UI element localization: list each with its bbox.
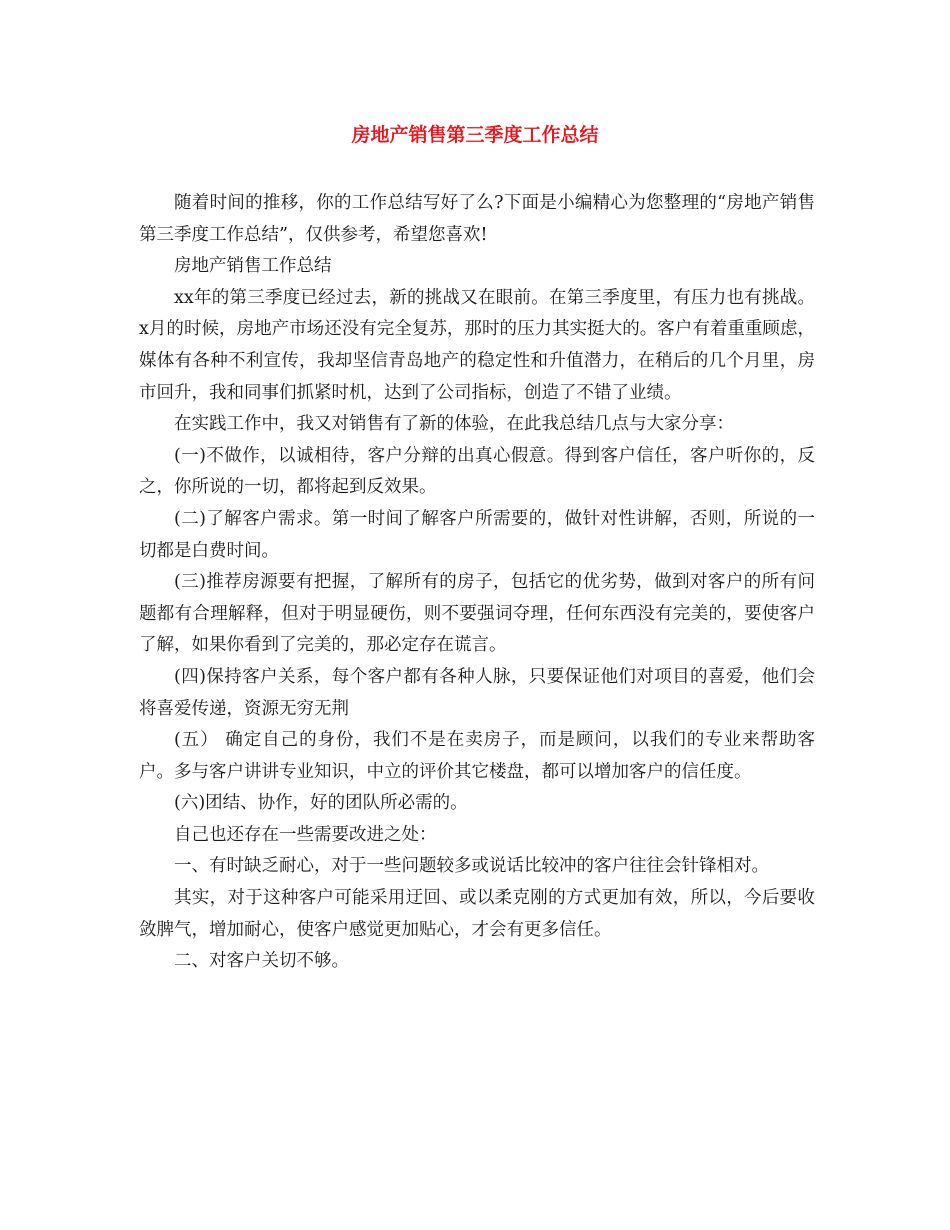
paragraph: 二、对客户关切不够。 bbox=[174, 951, 349, 972]
paragraph: (四)保持客户关系，每个客户都有各种人脉，只要保证他们对项目的喜爱，他们会将喜爱传递，资源无穷无荆 bbox=[139, 666, 815, 719]
paragraph: 其实，对于这种客户可能采用迂回、或以柔克刚的方式更加有效，所以，今后要收敛脾气，增加耐心，使客户感觉更加贴心，才会有更多信任。 bbox=[139, 888, 815, 940]
paragraph: (二)了解客户需求。第一时间了解客户所需要的，做针对性讲解，否则，所说的一切都是白费时间。 bbox=[139, 508, 815, 561]
paragraph: 一、有时缺乏耐心，对于一些问题较多或说话比较冲的客户往往会针锋相对。 bbox=[174, 856, 769, 877]
paragraph: (五） 确定自己的身份，我们不是在卖房子，而是顾问，以我们的专业来帮助客户。多与客户讲讲专业知识，中立的评价其它楼盘，都可以增加客户的信任度。 bbox=[139, 730, 815, 782]
paragraph: 随着时间的推移，你的工作总结写好了么?下面是小编精心为您整理的“房地产销售第三季度工作总结”，仅供参考，希望您喜欢! bbox=[139, 193, 815, 245]
document-body bbox=[139, 188, 815, 978]
paragraph: (一)不做作，以诚相待，客户分辩的出真心假意。得到客户信任，客户听你的，反之，你所说的一切，都将起到反效果。 bbox=[139, 445, 815, 498]
paragraph: (六)团结、协作，好的团队所必需的。 bbox=[174, 793, 468, 814]
paragraph: 自己也还存在一些需要改进之处： bbox=[174, 824, 437, 845]
document-title: 房地产销售第三季度工作总结 bbox=[351, 124, 599, 146]
paragraph: (三)推荐房源要有把握，了解所有的房子，包括它的优劣势，做到对客户的所有问题都有合理解释，但对于明显硬伤，则不要强词夺理，任何东西没有完美的，要使客户了解，如果你看到了完美的，那必定存在谎言。 bbox=[139, 572, 815, 656]
paragraph: 房地产销售工作总结 bbox=[174, 256, 332, 277]
paragraph: 在实践工作中，我又对销售有了新的体验，在此我总结几点与大家分享： bbox=[174, 414, 734, 435]
paragraph: xx年的第三季度已经过去，新的挑战又在眼前。在第三季度里，有压力也有挑战。x月的时候，房地产市场还没有完全复苏，那时的压力其实挺大的。客户有着重重顾虑，媒体有各种不利宣传，我却坚信青岛地产的稳定性和升值潜力，在稍后的几个月里，房市回升，我和同事们抓紧时机，达到了公司指标，创造了不错了业绩。 bbox=[139, 287, 815, 403]
